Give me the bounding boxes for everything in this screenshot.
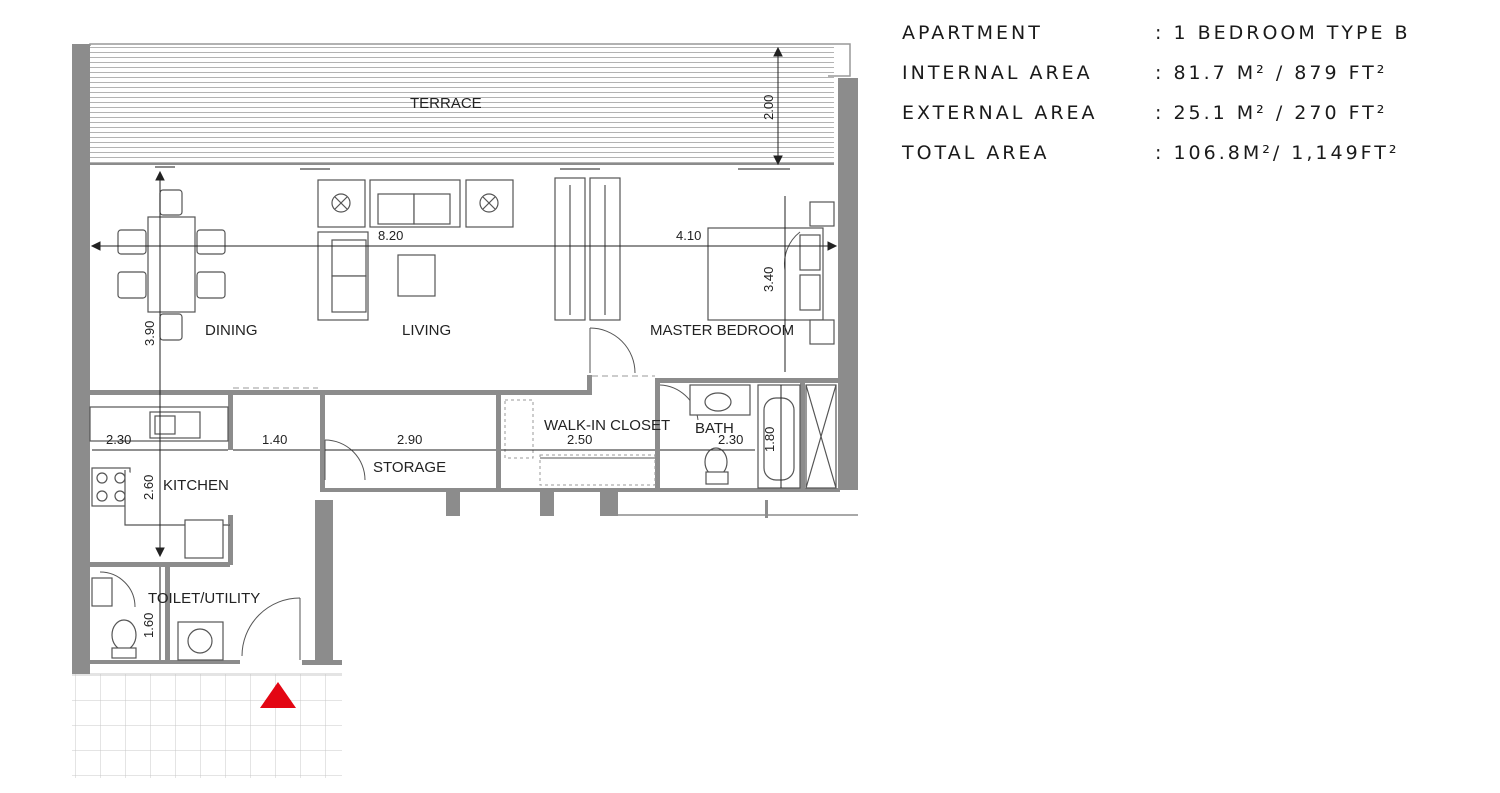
dim-storage-width: 2.90 [397, 432, 423, 447]
living-furniture [318, 180, 513, 320]
toilet-icon [112, 620, 136, 650]
summary-value: : 25.1 M² / 270 FT² [1155, 102, 1388, 124]
room-label-master-bedroom: MASTER BEDROOM [650, 322, 795, 339]
summary-value: : 81.7 M² / 879 FT² [1155, 62, 1388, 84]
dim-corridor-width: 1.40 [262, 432, 288, 447]
dim-kitchen-depth: 2.60 [141, 474, 156, 500]
dim-terrace-depth: 2.00 [761, 94, 776, 120]
dining-table [118, 190, 225, 340]
summary-value: : 1 BEDROOM TYPE B [1155, 22, 1411, 44]
room-label-toilet-utility: TOILET/UTILITY [148, 590, 261, 607]
entrance-landing [72, 674, 342, 778]
summary-key: INTERNAL AREA [902, 62, 1093, 84]
room-label-terrace: TERRACE [410, 95, 482, 112]
dim-dining-depth: 3.90 [142, 320, 157, 346]
stove-icon [92, 468, 130, 506]
dim-bedroom-depth: 3.40 [761, 266, 776, 292]
room-label-living: LIVING [402, 322, 452, 339]
summary-row-internal-area [900, 62, 1490, 102]
room-label-bath: BATH [695, 420, 734, 437]
summary-value: : 106.8M²/ 1,149FT² [1155, 142, 1400, 164]
dim-closet-width: 2.50 [567, 432, 593, 447]
room-label-walk-in-closet: WALK-IN CLOSET [544, 417, 671, 434]
window-marks [155, 167, 790, 169]
summary-key: EXTERNAL AREA [902, 102, 1098, 124]
dim-bath-depth: 1.80 [762, 426, 777, 452]
dim-bedroom-width: 4.10 [676, 228, 702, 243]
dim-kitchen-width: 2.30 [106, 432, 132, 447]
summary-row-external-area [900, 102, 1490, 142]
summary-row-total-area [900, 142, 1490, 182]
wardrobe [555, 178, 620, 320]
room-label-dining: DINING [205, 322, 258, 339]
room-label-storage: STORAGE [373, 459, 447, 476]
summary-key: TOTAL AREA [902, 142, 1050, 164]
area-summary [900, 22, 1490, 182]
dim-bath-width: 2.30 [718, 432, 744, 447]
dim-toilet-depth: 1.60 [141, 612, 156, 638]
dim-living-width: 8.20 [378, 228, 404, 243]
summary-key: APARTMENT [902, 22, 1043, 44]
summary-row-apartment [900, 22, 1490, 62]
room-label-kitchen: KITCHEN [163, 477, 229, 494]
